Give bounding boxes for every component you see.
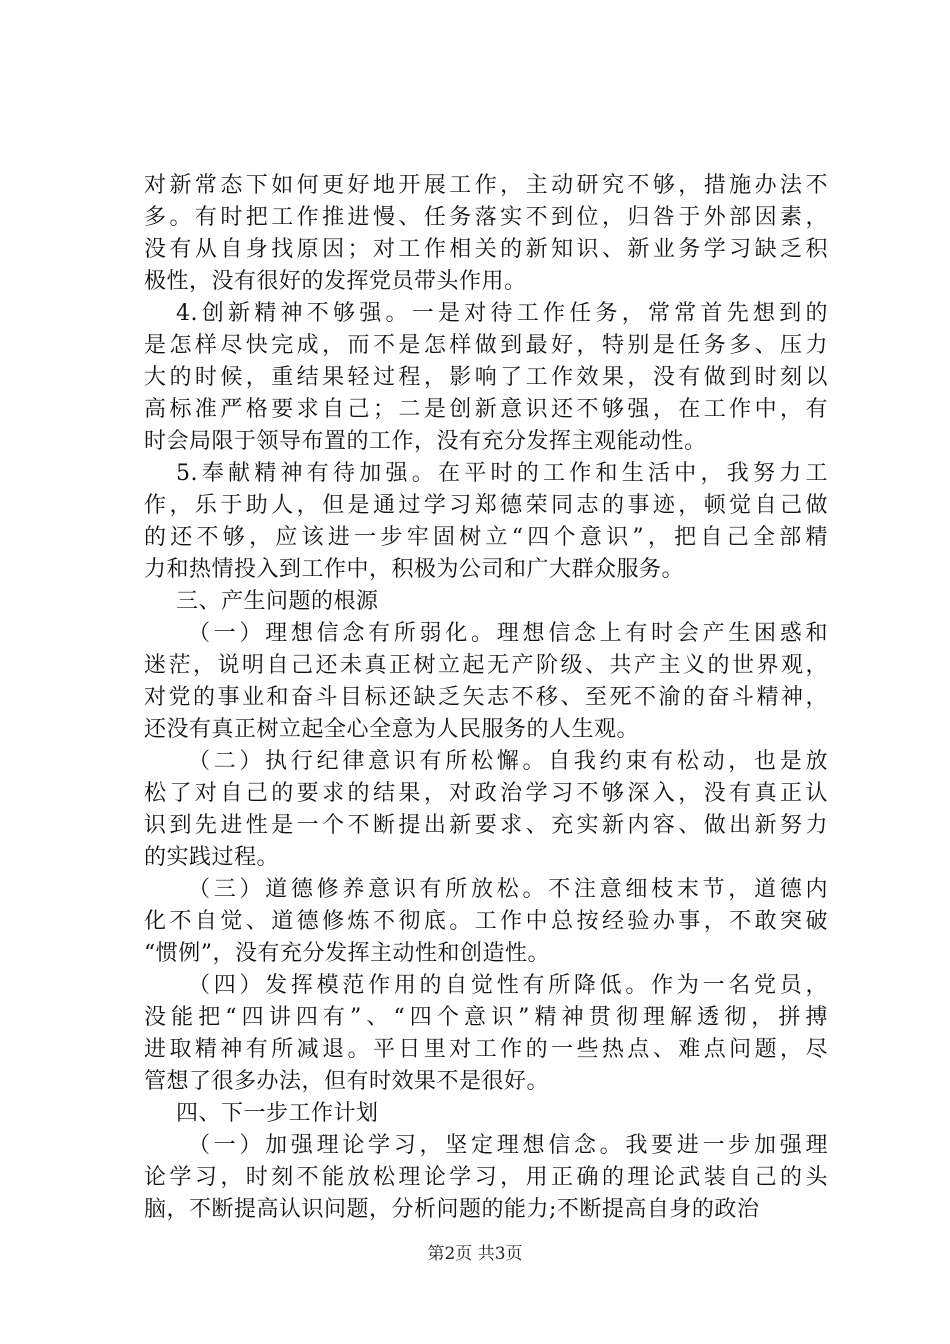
text-line: 进取精神有所减退。平日里对工作的一些热点、难点问题，尽 <box>144 1037 828 1062</box>
text-line: 松了对自己的要求的结果，对政治学习不够深入，没有真正认 <box>144 781 828 806</box>
paragraph <box>144 586 828 618</box>
text-line: 时会局限于领导布置的工作，没有充分发挥主观能动性。 <box>144 429 707 454</box>
paragraph <box>144 618 828 746</box>
paragraph <box>144 1130 828 1226</box>
text-line: （四）发挥模范作用的自觉性有所降低。作为一名党员， <box>188 973 828 998</box>
text-line: 5.奉献精神有待加强。在平时的工作和生活中，我努力工 <box>176 461 828 486</box>
page-footer: 第2页 共3页 <box>427 1244 523 1264</box>
paragraph <box>144 298 828 458</box>
text-line: （三）道德修养意识有所放松。不注意细枝末节，道德内 <box>188 877 828 902</box>
text-line: 大的时候，重结果轻过程，影响了工作效果，没有做到时刻以 <box>144 365 828 390</box>
text-line: 作，乐于助人，但是通过学习郑德荣同志的事迹，顿觉自己做 <box>144 493 828 518</box>
text-line: 对党的事业和奋斗目标还缺乏矢志不移、至死不渝的奋斗精神， <box>144 685 828 710</box>
text-line: 的实践过程。 <box>144 845 280 870</box>
text-line: 化不自觉、道德修炼不彻底。工作中总按经验办事，不敢突破 <box>144 909 828 934</box>
paragraph <box>144 874 828 970</box>
text-line: 高标准严格要求自己；二是创新意识还不够强，在工作中，有 <box>144 397 828 422</box>
paragraph <box>144 1098 828 1130</box>
text-line: 是怎样尽快完成，而不是怎样做到最好，特别是任务多、压力 <box>144 333 828 358</box>
text-line: 迷茫，说明自己还未真正树立起无产阶级、共产主义的世界观， <box>144 653 828 678</box>
text-line: 的还不够，应该进一步牢固树立“四个意识”，把自己全部精 <box>144 525 828 550</box>
text-line: 管想了很多办法，但有时效果不是很好。 <box>144 1069 550 1094</box>
text-line: 4.创新精神不够强。一是对待工作任务，常常首先想到的 <box>176 301 828 326</box>
text-line: （二）执行纪律意识有所松懈。自我约束有松动，也是放 <box>188 749 828 774</box>
text-line: 力和热情投入到工作中，积极为公司和广大群众服务。 <box>144 557 685 582</box>
paragraph <box>144 970 828 1098</box>
text-line: 没有从自身找原因；对工作相关的新知识、新业务学习缺乏积 <box>144 237 828 262</box>
section-heading: 三、产生问题的根源 <box>176 589 379 614</box>
text-line: 还没有真正树立起全心全意为人民服务的人生观。 <box>144 717 640 742</box>
text-line: （一）理想信念有所弱化。理想信念上有时会产生困惑和 <box>188 621 828 646</box>
paragraph <box>144 746 828 874</box>
text-line: 没能把“四讲四有”、“四个意识”精神贯彻理解透彻，拼搏 <box>144 1005 828 1030</box>
text-line: “惯例”，没有充分发挥主动性和创造性。 <box>144 941 550 966</box>
text-line: 对新常态下如何更好地开展工作，主动研究不够，措施办法不 <box>144 173 828 198</box>
text-line: 脑，不断提高认识问题，分析问题的能力;不断提高自身的政治 <box>144 1197 760 1222</box>
text-line: （一）加强理论学习，坚定理想信念。我要进一步加强理 <box>188 1133 828 1158</box>
section-heading: 四、下一步工作计划 <box>176 1101 379 1126</box>
text-line: 论学习，时刻不能放松理论学习，用正确的理论武装自己的头 <box>144 1165 828 1190</box>
text-line: 极性，没有很好的发挥党员带头作用。 <box>144 269 527 294</box>
document-body <box>144 170 828 1226</box>
text-line: 识到先进性是一个不断提出新要求、充实新内容、做出新努力 <box>144 813 828 838</box>
paragraph <box>144 458 828 586</box>
text-line: 多。有时把工作推进慢、任务落实不到位，归咎于外部因素， <box>144 205 828 230</box>
paragraph <box>144 170 828 298</box>
